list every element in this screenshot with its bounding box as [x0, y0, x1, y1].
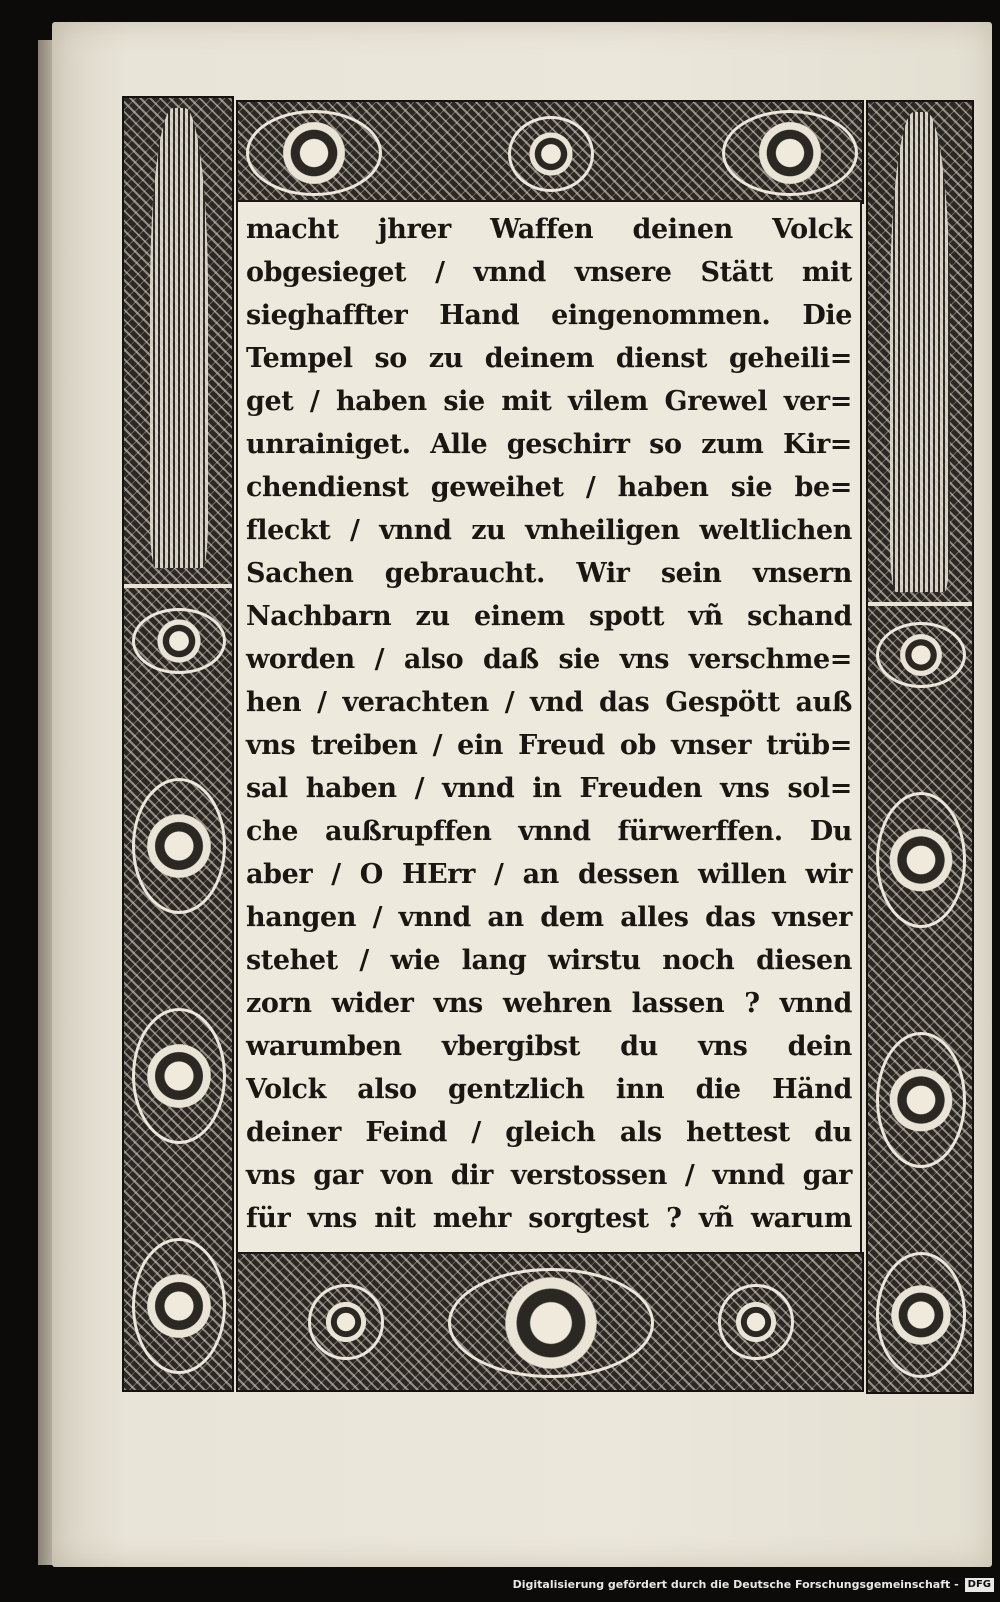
text-line: chendienst geweihet / haben sie be= — [246, 472, 852, 503]
text-line: deiner Feind / gleich als hettest du — [246, 1117, 852, 1148]
text-line: zorn wider vns wehren lassen ? vnnd — [246, 988, 852, 1019]
text-line: stehet / wie lang wirstu noch diesen — [246, 945, 852, 976]
text-line: hangen / vnnd an dem alles das vnser — [246, 902, 852, 933]
text-line: fleckt / vnnd zu vnheiligen weltlichen — [246, 515, 852, 546]
woodcut-border-right — [866, 100, 974, 1394]
text-block — [236, 200, 862, 1254]
text-line: obgesieget / vnnd vnsere Stätt mit — [246, 257, 852, 288]
text-line: Volck also gentzlich inn die Händ — [246, 1074, 852, 1105]
saint-figure-right — [890, 112, 950, 592]
text-line: vns gar von dir verstossen / vnnd gar — [246, 1160, 852, 1191]
text-line: Nachbarn zu einem spott vñ schand — [246, 601, 852, 632]
text-line: worden / also daß sie vns verschme= — [246, 644, 852, 675]
ornament-disc-1 — [876, 622, 966, 688]
text-line: warumben vbergibst du vns dein — [246, 1031, 852, 1062]
ornament-rosette-left — [308, 1284, 384, 1360]
text-line: Sachen gebraucht. Wir sein vnsern — [246, 558, 852, 589]
woodcut-border-bottom — [236, 1252, 864, 1392]
ornament-oval-right — [722, 110, 858, 196]
ornament-rosette-right — [718, 1284, 794, 1360]
text-line: vns treiben / ein Freud ob vnser trüb= — [246, 730, 852, 761]
ornament-disc-2 — [132, 778, 226, 914]
text-line: che außrupffen vnnd fürwerffen. Du — [246, 816, 852, 847]
woodcut-border-top — [236, 100, 864, 204]
text-line: unrainiget. Alle geschirr so zum Kir= — [246, 429, 852, 460]
ornament-oval-center — [448, 1268, 654, 1378]
ornament-disc-2 — [876, 792, 966, 928]
text-line: get / haben sie mit vilem Grewel ver= — [246, 386, 852, 417]
ornament-disc-4 — [876, 1252, 966, 1378]
text-line: aber / O HErr / an dessen willen wir — [246, 859, 852, 890]
border-band — [868, 602, 972, 606]
text-line: macht jhrer Waffen deinen Volck — [246, 214, 852, 245]
border-band — [124, 584, 232, 588]
credit-text: Digitalisierung gefördert durch die Deutsche Forschungsgemeinschaft - — [512, 1578, 959, 1591]
saint-figure-left — [150, 108, 208, 568]
text-line: sal haben / vnnd in Freuden vns sol= — [246, 773, 852, 804]
dfg-logo: DFG — [965, 1578, 994, 1592]
ornament-rosette-center — [508, 116, 594, 192]
text-line: Tempel so zu deinem dienst geheili= — [246, 343, 852, 374]
digitization-credit — [513, 1574, 994, 1596]
text-line: hen / verachten / vnd das Gespött auß — [246, 687, 852, 718]
ornament-oval-left — [246, 110, 382, 196]
ornament-disc-1 — [132, 608, 226, 674]
ornament-disc-4 — [132, 1238, 226, 1374]
ornament-disc-3 — [132, 1008, 226, 1144]
text-line: für vns nit mehr sorgtest ? vñ warum — [246, 1203, 852, 1234]
text-line: sieghaffter Hand eingenommen. Die — [246, 300, 852, 331]
woodcut-border-left — [122, 96, 234, 1392]
ornament-disc-3 — [876, 1032, 966, 1168]
